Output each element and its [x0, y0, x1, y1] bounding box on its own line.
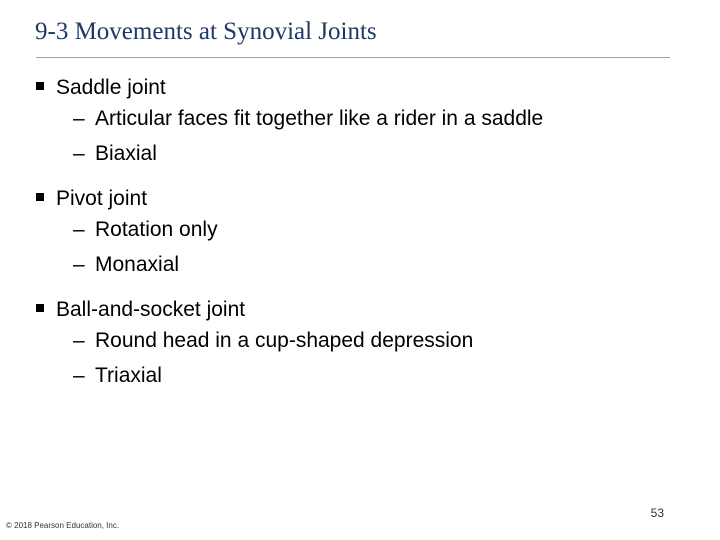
bullet-text: Pivot joint: [56, 187, 148, 210]
bullet-group-pivot: [36, 185, 686, 282]
sub-bullet-item: [36, 358, 686, 393]
page-number: 53: [650, 506, 664, 520]
sub-bullet-text: Biaxial: [95, 142, 157, 165]
sub-bullet-item: [36, 212, 686, 247]
sub-bullet-item: [36, 323, 686, 358]
square-bullet-icon: [36, 82, 44, 90]
bullet-text: Saddle joint: [56, 76, 166, 99]
sub-bullet-item: [36, 247, 686, 282]
square-bullet-icon: [36, 193, 44, 201]
dash-marker: –: [73, 142, 85, 165]
copyright-notice: © 2018 Pearson Education, Inc.: [6, 521, 120, 530]
sub-bullet-text: Triaxial: [95, 364, 162, 387]
square-bullet-icon: [36, 304, 44, 312]
bullet-text: Ball-and-socket joint: [56, 298, 246, 321]
bullet-item: [36, 185, 686, 212]
slide-title: 9-3 Movements at Synovial Joints: [35, 18, 377, 45]
sub-bullet-text: Articular faces fit together like a rider in a saddle: [95, 107, 544, 130]
bullet-group-ball-and-socket: [36, 296, 686, 393]
bullet-group-saddle: [36, 74, 686, 171]
sub-bullet-text: Rotation only: [95, 218, 218, 241]
dash-marker: –: [73, 218, 85, 241]
title-divider: [36, 57, 670, 58]
dash-marker: –: [73, 329, 85, 352]
dash-marker: –: [73, 253, 85, 276]
dash-marker: –: [73, 107, 85, 130]
sub-bullet-text: Round head in a cup-shaped depression: [95, 329, 474, 352]
bullet-item: [36, 296, 686, 323]
sub-bullet-item: [36, 136, 686, 171]
dash-marker: –: [73, 364, 85, 387]
bullet-item: [36, 74, 686, 101]
sub-bullet-text: Monaxial: [95, 253, 180, 276]
bullet-list: [36, 74, 686, 407]
sub-bullet-item: [36, 101, 686, 136]
